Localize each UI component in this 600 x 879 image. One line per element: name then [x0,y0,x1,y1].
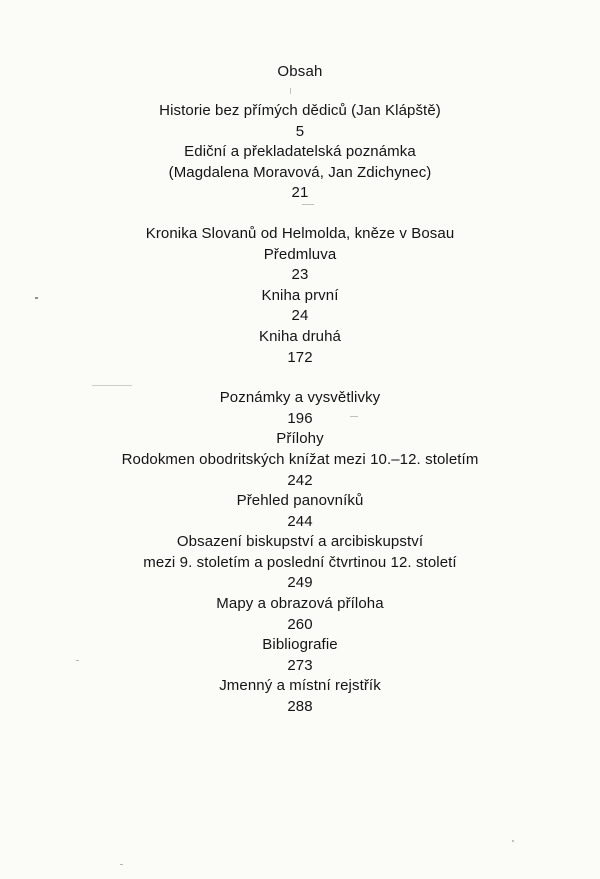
toc-entry-title: Historie bez přímých dědiců (Jan Klápště) [159,102,441,119]
toc-section-title: Přílohy [276,430,324,448]
toc-entry-page: 249 [287,574,313,592]
toc-entry-authors: (Magdalena Moravová, Jan Zdichynec) [168,163,432,181]
scan-speck [512,840,514,842]
toc-entry-title: mezi 9. stoletím a poslední čtvrtinou 12. století [143,553,457,571]
toc-entry-title: Kniha první [261,286,339,304]
section-gap [0,368,600,388]
toc-entry-page: 242 [287,471,313,489]
toc-list [0,101,600,718]
scan-speck [350,416,358,417]
scan-speck [76,660,79,661]
toc-group-appendices [0,388,600,718]
toc-entry-title: Obsazení biskupství a arcibiskupství [176,533,424,551]
toc-entry-page: 244 [287,512,313,530]
toc-entry-page: 172 [287,348,313,366]
toc-group-chronicle [0,224,600,368]
toc-heading: Obsah [277,63,323,80]
section-gap [0,204,600,224]
scan-speck [35,297,38,299]
toc-entry-page: 260 [287,615,313,633]
toc-entry-page: 273 [287,656,313,674]
scan-speck [120,864,123,865]
toc-entry-title: Rodokmen obodritských knížat mezi 10.–12. stoletím [121,450,479,468]
scan-speck [302,204,314,205]
toc-section-title: Kronika Slovanů od Helmolda, kněze v Bosau [145,224,455,242]
toc-entry-title: Předmluva [263,245,337,263]
toc-entry-page: 288 [287,698,313,716]
toc-entry-page: 24 [291,307,309,325]
scan-speck [92,385,132,386]
toc-group-front-matter [0,101,600,204]
toc-entry-title: Ediční a překladatelská poznámka [184,143,416,161]
toc-entry-title: Mapy a obrazová příloha [216,595,384,613]
toc-entry-page: 23 [291,266,309,284]
toc-entry-title: Přehled panovníků [236,492,364,510]
scan-speck [290,88,291,94]
toc-entry-title: Jmenný a místní rejstřík [219,677,381,695]
toc-entry-title: Poznámky a vysvětlivky [219,389,381,407]
toc-entry-page: 21 [291,184,309,202]
toc-entry-page: 5 [295,122,305,140]
toc-entry-page: 196 [287,409,313,427]
toc-entry-title: Bibliografie [262,636,338,654]
toc-entry-title: Kniha druhá [259,327,341,345]
